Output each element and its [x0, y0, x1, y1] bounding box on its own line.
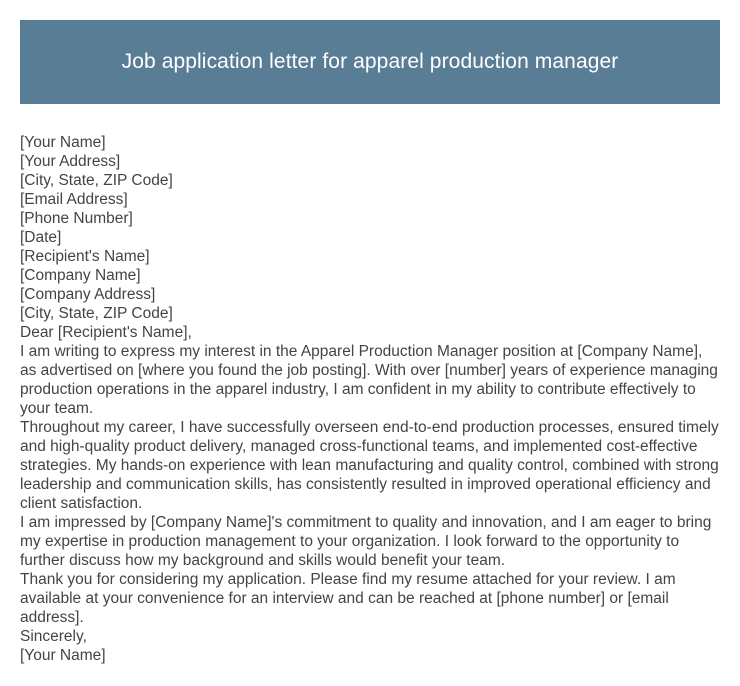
salutation: Dear [Recipient's Name],	[20, 324, 192, 341]
letter-body	[20, 133, 720, 665]
sender-phone: [Phone Number]	[20, 210, 133, 227]
sender-address: [Your Address]	[20, 153, 121, 170]
signature: [Your Name]	[20, 647, 106, 664]
recipient-company: [Company Name]	[20, 267, 141, 284]
sender-name: [Your Name]	[20, 134, 106, 151]
letter-date: [Date]	[20, 229, 62, 246]
closing: Sincerely,	[20, 628, 87, 645]
paragraph-interest: I am impressed by [Company Name]'s commitment to quality and innovation, and I am eager to bring my expertise in production management to your organization. I look forward to the opportunity to further discuss how my background and skills would benefit your team.	[20, 514, 712, 569]
page-title: Job application letter for apparel production manager	[121, 50, 619, 73]
recipient-name: [Recipient's Name]	[20, 248, 150, 265]
title-banner	[20, 20, 720, 104]
recipient-company-address: [Company Address]	[20, 286, 156, 303]
sender-email: [Email Address]	[20, 191, 128, 208]
sender-city-state-zip: [City, State, ZIP Code]	[20, 172, 173, 189]
paragraph-intro: I am writing to express my interest in the Apparel Production Manager position at [Company Name], as advertised on [where you found the job posting]. With over [number] years of experience managing production operations in the apparel industry, I am confident in my ability to contribute effectively to your team.	[20, 343, 718, 417]
paragraph-thanks: Thank you for considering my application. Please find my resume attached for your review. I am available at your convenience for an interview and can be reached at [phone number] or [email address].	[20, 571, 676, 626]
recipient-city-state-zip: [City, State, ZIP Code]	[20, 305, 173, 322]
paragraph-experience: Throughout my career, I have successfully overseen end-to-end production processes, ensured timely and high-quality product delivery, managed cross-functional teams, and implemented cost-effective strategies. My hands-on experience with lean manufacturing and quality control, combined with strong leadership and communication skills, has consistently resulted in improved operational efficiency and client satisfaction.	[20, 419, 719, 512]
